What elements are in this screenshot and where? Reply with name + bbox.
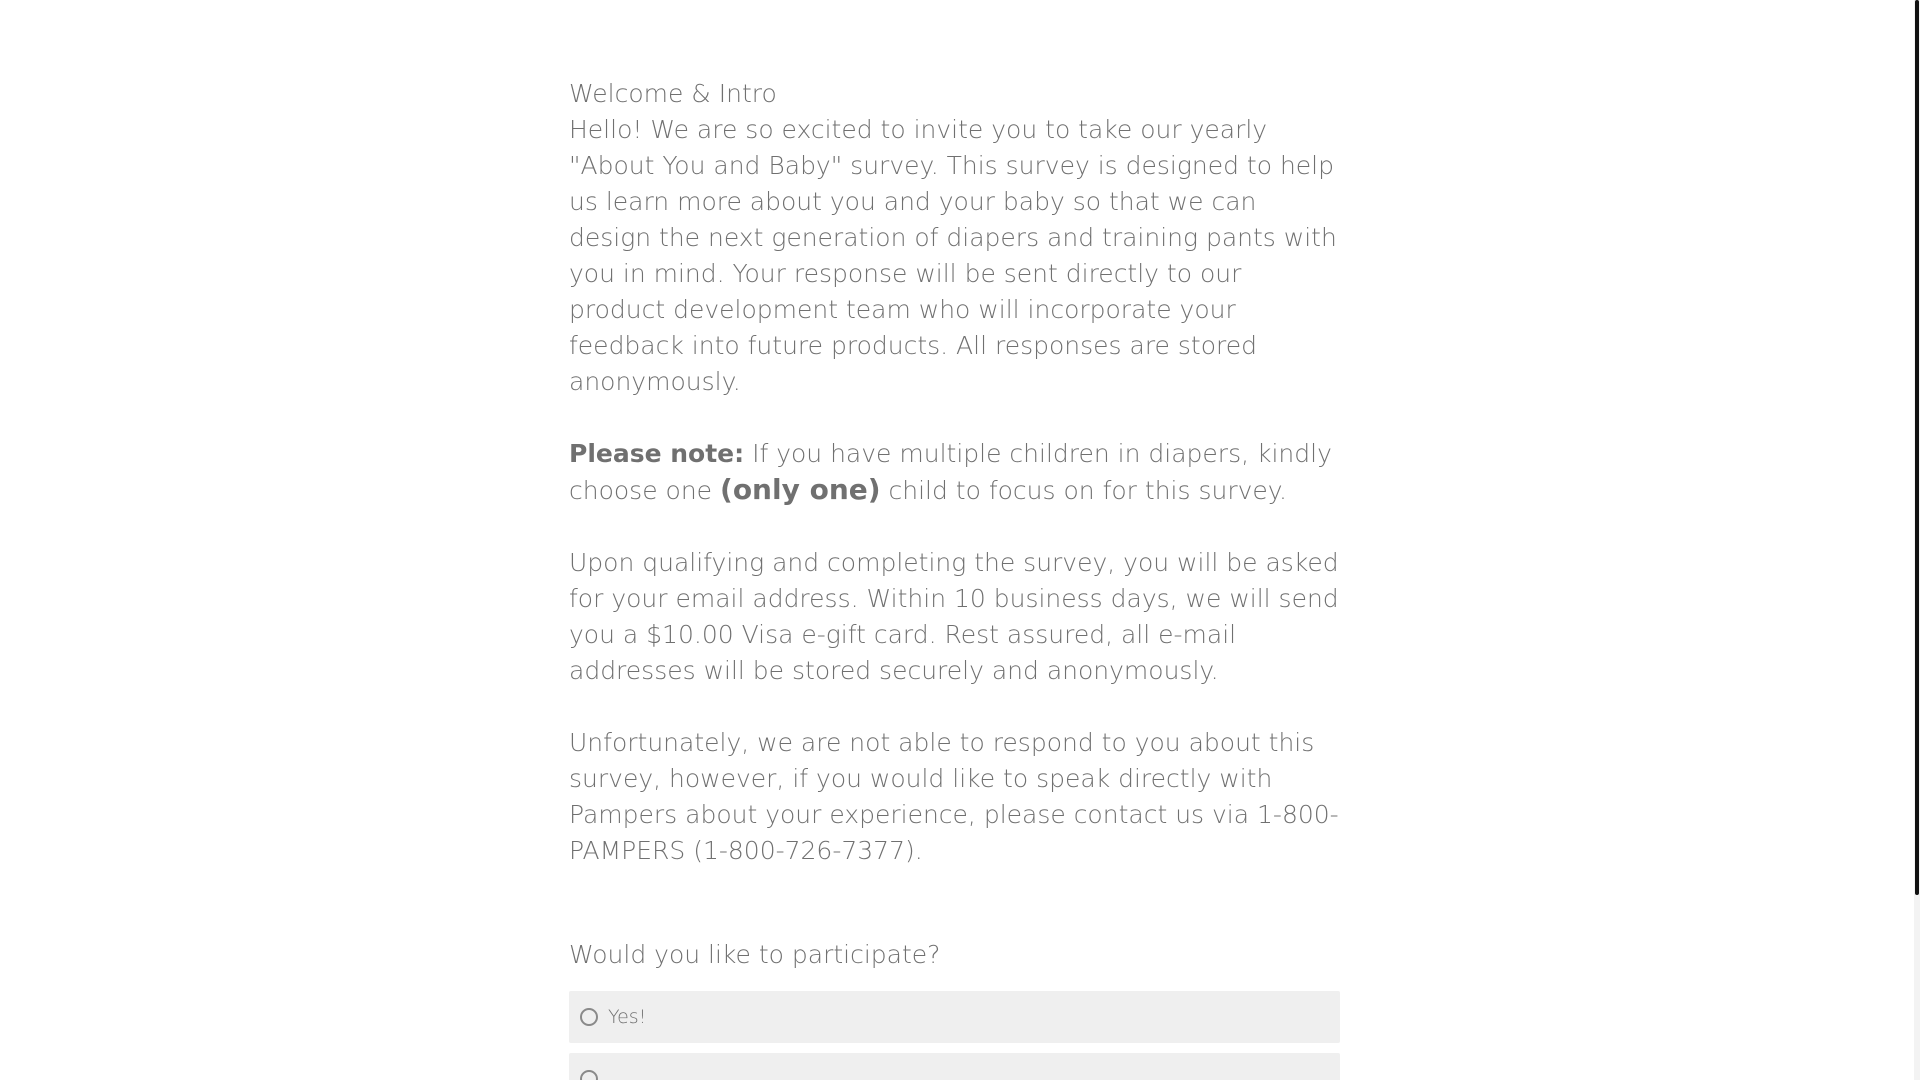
intro-paragraph: Hello! We are so excited to invite you to take our yearly "About You and Baby" survey. This survey is designed to help us learn more about you and your baby so that we can design the next generation of diapers and training pants with you in mind. Your response will be sent directly to our product development team who will incorporate your feedback into future products. All responses are stored anonymously.: [569, 115, 1337, 396]
radio-circle-icon[interactable]: [580, 1008, 598, 1026]
note-label: Please note:: [569, 439, 745, 468]
note-text-before: If you have multiple children in diapers, kindly choose one: [569, 439, 1332, 505]
contact-paragraph: Unfortunately, we are not able to respond to you about this survey, however, if you would like to speak directly with Pampers about your experience, please contact us via 1-800-PAMPERS (1-800-726-7377).: [569, 728, 1339, 865]
scrollbar-track[interactable]: [1914, 0, 1920, 1080]
option-yes[interactable]: [569, 991, 1340, 1043]
intro-section: [569, 76, 1340, 905]
question-title: Would you like to participate?: [569, 940, 941, 969]
option-label: Yes!: [608, 1006, 647, 1028]
gift-card-paragraph: Upon qualifying and completing the survey, you will be asked for your email address. Within 10 business days, we will send you a $10.00 Visa e-gift card. Rest assured, all e-mail addresses will be stored securely and anonymously.: [569, 548, 1339, 685]
option-second[interactable]: [569, 1053, 1340, 1080]
scrollbar-thumb[interactable]: [1915, 0, 1919, 895]
participation-question: [569, 937, 1340, 1080]
note-paragraph: [569, 436, 1340, 509]
section-title: Welcome & Intro: [569, 79, 777, 108]
note-emphasis: (only one): [720, 473, 881, 506]
note-text-after: child to focus on for this survey.: [880, 476, 1287, 505]
radio-circle-icon[interactable]: [580, 1070, 598, 1080]
